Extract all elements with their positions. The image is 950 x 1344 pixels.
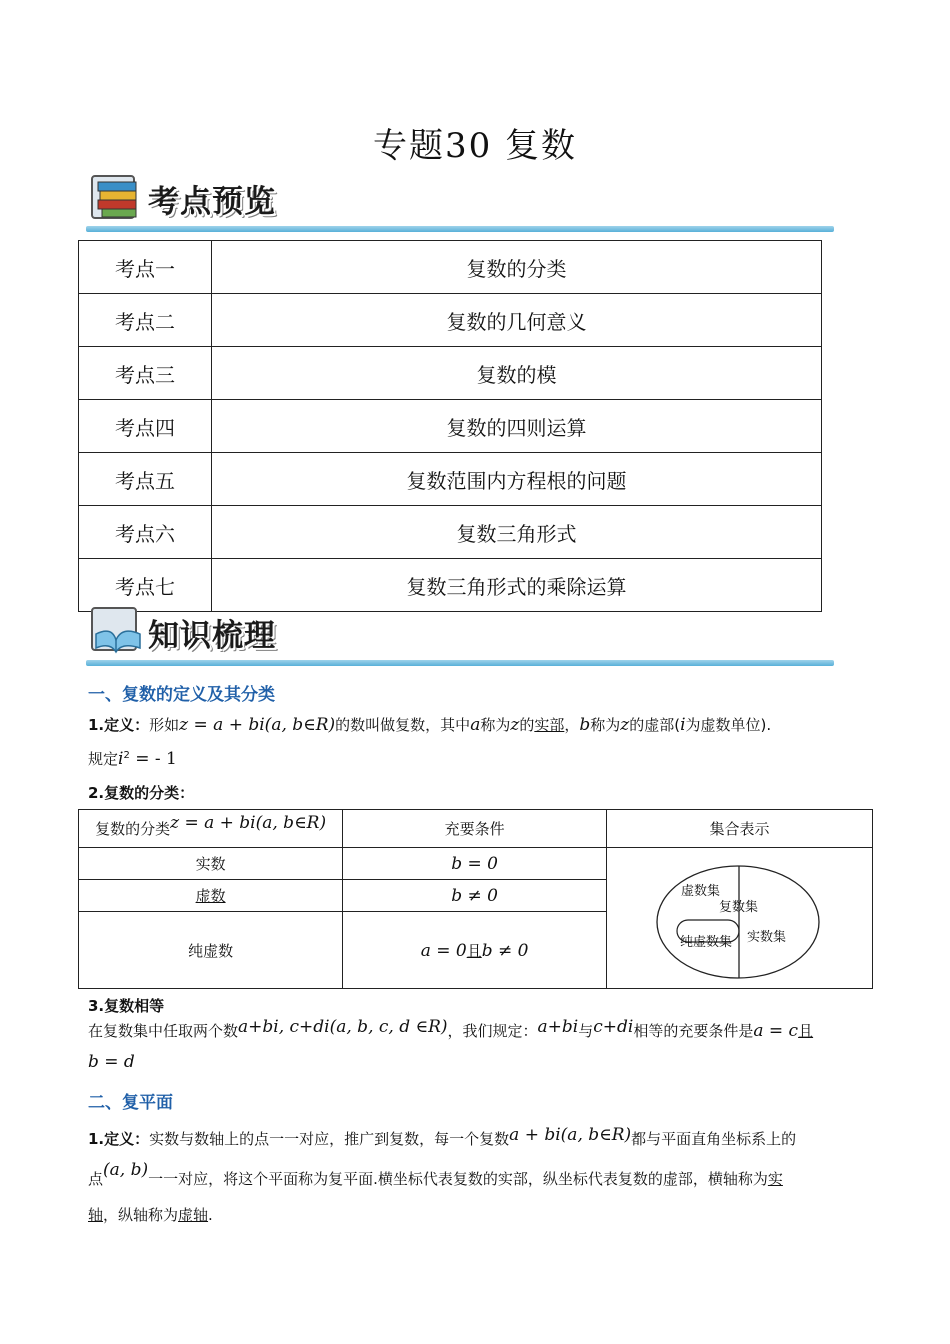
math: i <box>118 749 124 769</box>
math: i <box>680 715 686 735</box>
math: b <box>579 715 591 735</box>
text: 称为 <box>480 716 511 734</box>
math: a+bi <box>537 1017 579 1037</box>
classification-table <box>78 809 873 989</box>
venn-diagram <box>607 848 872 988</box>
underlined-term: 实 <box>767 1170 783 1188</box>
books-icon <box>88 170 144 222</box>
venn-label-complex: 复数集 <box>719 900 759 915</box>
equality-paragraph-cont <box>88 1052 135 1072</box>
math: b ≠ 0 <box>481 940 529 961</box>
class-name: 实数 <box>79 848 343 880</box>
text: ， <box>564 716 580 734</box>
topic-value: 复数三角形式 <box>212 506 822 559</box>
table-row <box>79 347 822 400</box>
topic-value: 复数的分类 <box>212 241 822 294</box>
class-name: 虚数 <box>79 880 343 912</box>
underlined-term: 实部 <box>534 716 565 734</box>
math: a+bi, c+di(a, b, c, d ∈R) <box>238 1017 448 1037</box>
subheading-text: 2.复数的分类： <box>88 784 195 802</box>
math: a <box>470 715 481 735</box>
item-label: 定义： <box>104 716 150 734</box>
text: ，纵轴称为 <box>103 1206 179 1224</box>
topic-value: 复数的四则运算 <box>212 400 822 453</box>
section-heading: 一、复数的定义及其分类 <box>88 685 275 705</box>
text: 形如 <box>149 716 180 734</box>
venn-label-real: 实数集 <box>747 930 787 945</box>
text: 的 <box>519 716 535 734</box>
open-book-icon <box>88 604 144 656</box>
table-row <box>79 400 822 453</box>
math: a = c <box>753 1021 799 1041</box>
header-cell: 充要条件 <box>343 810 607 848</box>
overview-table <box>78 240 822 612</box>
topic-key: 考点五 <box>79 453 212 506</box>
text: 规定 <box>88 750 119 768</box>
math: b = d <box>88 1052 135 1072</box>
header-cell: 集合表示 <box>607 810 873 848</box>
text: 的虚部( <box>629 716 681 734</box>
plane-definition <box>88 1125 797 1149</box>
item-number: 1. <box>88 716 105 734</box>
math: a + bi(a, b∈R) <box>509 1125 632 1145</box>
topic-value: 复数范围内方程根的问题 <box>212 453 822 506</box>
text: 相等的充要条件是 <box>633 1022 754 1040</box>
venn-cell <box>607 848 873 989</box>
table-row <box>79 453 822 506</box>
venn-shapes <box>607 848 872 988</box>
math: z <box>510 715 520 735</box>
subheading <box>88 995 164 1016</box>
table-row <box>79 848 873 880</box>
math: a = 0 <box>420 940 467 961</box>
math: (a, b) <box>103 1160 149 1180</box>
text: 的数叫做复数，其中 <box>335 716 471 734</box>
math: = - 1 <box>129 749 177 769</box>
item-label: 定义： <box>104 1130 150 1148</box>
header-cell <box>79 810 343 848</box>
header-text: 复数的分类 <box>95 820 171 838</box>
class-name: 纯虚数 <box>79 912 343 989</box>
condition: b ≠ 0 <box>343 880 607 912</box>
text: . <box>208 1206 213 1224</box>
underlined-term: 虚轴 <box>178 1206 209 1224</box>
math: c+di <box>593 1017 634 1037</box>
condition <box>343 912 607 989</box>
text: 点 <box>88 1170 104 1188</box>
math: z = a + bi(a, b∈R) <box>179 715 336 735</box>
section-heading: 二、复平面 <box>88 1093 173 1113</box>
topic-key: 考点三 <box>79 347 212 400</box>
text: 实数与数轴上的点一一对应，推广到复数，每一个复数 <box>149 1130 510 1148</box>
item-number: 1. <box>88 1130 105 1148</box>
text: 一一对应，将这个平面称为复平面.横坐标代表复数的实部，纵坐标代表复数的虚部，横轴称为 <box>148 1170 768 1188</box>
topic-value: 复数的几何意义 <box>212 294 822 347</box>
section-banner-preview <box>86 166 834 232</box>
venn-label-imag: 虚数集 <box>681 884 721 899</box>
definition-paragraph <box>88 714 771 735</box>
table-header-row <box>79 810 873 848</box>
banner-label: 知识梳理 <box>148 618 276 654</box>
topic-key: 考点六 <box>79 506 212 559</box>
topic-key: 考点四 <box>79 400 212 453</box>
text: 在复数集中任取两个数 <box>88 1022 239 1040</box>
topic-value: 复数三角形式的乘除运算 <box>212 559 822 612</box>
condition: b = 0 <box>343 848 607 880</box>
topic-key: 考点七 <box>79 559 212 612</box>
venn-label-pure: 纯虚数集 <box>680 935 733 950</box>
text: 为虚数单位). <box>685 716 772 734</box>
math: z = a + bi(a, b∈R) <box>170 813 327 833</box>
text: 称为 <box>590 716 621 734</box>
banner-rule <box>86 226 834 232</box>
table-row <box>79 506 822 559</box>
table-row <box>79 241 822 294</box>
topic-key: 考点二 <box>79 294 212 347</box>
underlined-term: 轴 <box>88 1206 104 1224</box>
equality-paragraph <box>88 1017 814 1041</box>
rule-paragraph <box>88 748 177 769</box>
subheading-text: 3.复数相等 <box>88 997 165 1015</box>
text: 与 <box>578 1022 594 1040</box>
math: z <box>620 715 630 735</box>
section-banner-knowledge <box>86 600 834 666</box>
topic-key: 考点一 <box>79 241 212 294</box>
banner-rule <box>86 660 834 666</box>
subheading <box>88 782 194 803</box>
text: 都与平面直角坐标系上的 <box>631 1130 797 1148</box>
topic-value: 复数的模 <box>212 347 822 400</box>
plane-definition-cont <box>88 1204 213 1225</box>
text: ，我们规定： <box>447 1022 538 1040</box>
math-superscript: 2 <box>123 750 130 761</box>
conjunction: 且 <box>798 1022 814 1040</box>
banner-label: 考点预览 <box>148 184 276 220</box>
conjunction: 且 <box>466 941 482 960</box>
page-title: 专题30 复数 <box>372 126 578 166</box>
table-row <box>79 294 822 347</box>
plane-definition-cont <box>88 1160 783 1189</box>
